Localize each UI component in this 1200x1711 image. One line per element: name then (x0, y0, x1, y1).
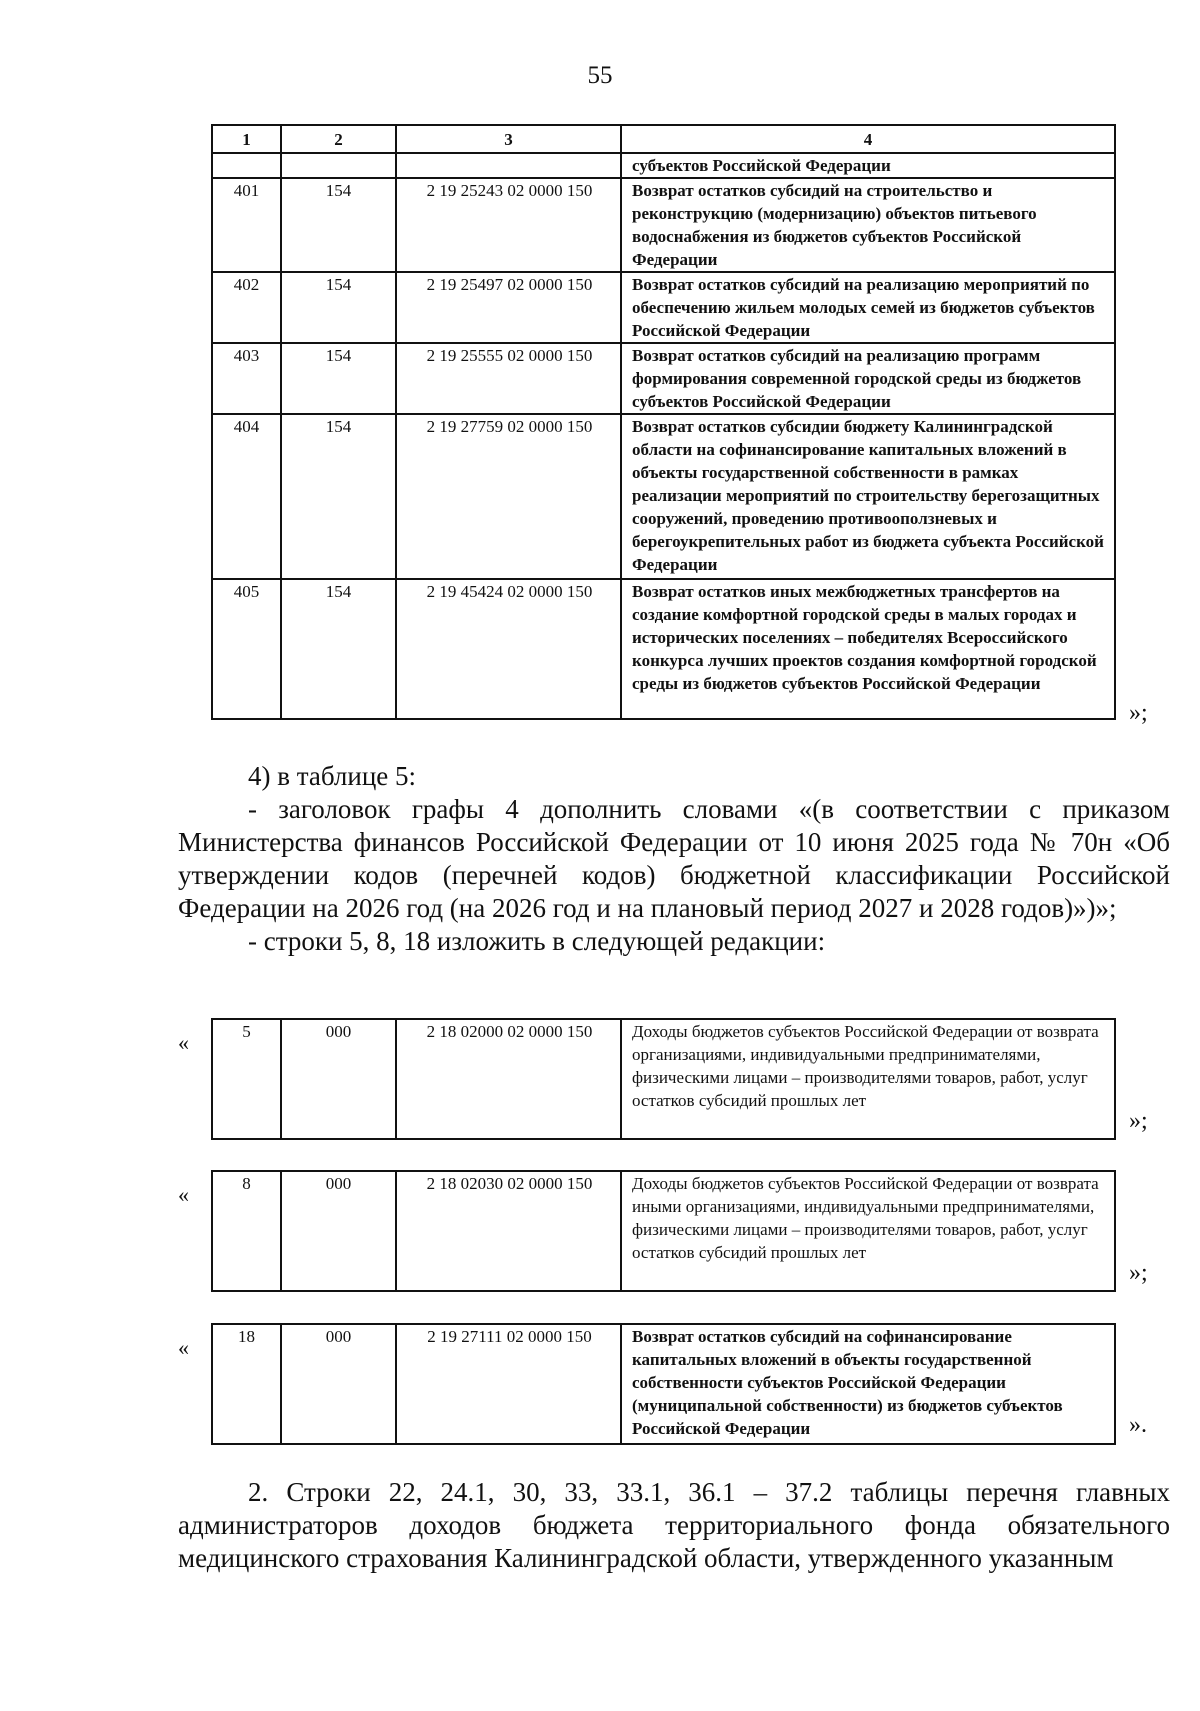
row-number: 401 (212, 178, 281, 272)
column-header: 3 (396, 125, 621, 153)
item4-bullet-1: - заголовок графы 4 дополнить словами «(в соответствии с приказом Министерства финансов Российской Федерации от 10 июня 2025 года № 70н «Об утверждении кодов (перечней кодов) бюджетной классификации Российской Федерации на 2026 год (на 2026 год и на плановый период 2027 и 2028 годов)»)»; (178, 794, 1170, 923)
opening-quote: « (178, 1335, 189, 1360)
row-number: 5 (212, 1019, 281, 1139)
opening-quote: « (178, 1182, 189, 1207)
table-row (212, 153, 1115, 178)
table-row (212, 414, 1115, 579)
admin-code: 154 (281, 414, 396, 579)
closing-quote: »; (1129, 700, 1148, 726)
admin-code: 154 (281, 178, 396, 272)
revenue-description: Возврат остатков субсидии бюджету Калининградской области на софинансирование капитальных вложений в объекты государственной собственности в рамках реализации мероприятий по строительству берегозащитных сооружений, проведению противооползневых и берегоукрепительных работ из бюджета субъекта Российской Федерации (621, 414, 1115, 579)
revenue-description: Возврат остатков субсидий на реализацию мероприятий по обеспечению жильем молодых семей из бюджетов субъектов Российской Федерации (621, 272, 1115, 343)
codes-table (211, 124, 1116, 720)
revenue-code: 2 19 27759 02 0000 150 (396, 414, 621, 579)
revenue-description: Возврат остатков субсидий на софинансирование капитальных вложений в объекты государственной собственности субъектов Российской Федерации (муниципальной собственности) из бюджетов субъектов Российской Федерации (621, 1324, 1115, 1444)
admin-code: 154 (281, 579, 396, 719)
point2-section (178, 1476, 1170, 1575)
page-number: 55 (587, 62, 613, 89)
continuation-cell: субъектов Российской Федерации (621, 153, 1115, 178)
revenue-code: 2 19 25555 02 0000 150 (396, 343, 621, 414)
revenue-code: 2 19 45424 02 0000 150 (396, 579, 621, 719)
closing-quote: ». (1129, 1412, 1147, 1438)
item4-heading: 4) в таблице 5: (248, 761, 417, 791)
column-header: 2 (281, 125, 396, 153)
table-header-row (212, 125, 1115, 153)
opening-quote: « (178, 1030, 189, 1055)
admin-code: 154 (281, 343, 396, 414)
admin-code: 154 (281, 272, 396, 343)
table-row (212, 579, 1115, 719)
row-number: 404 (212, 414, 281, 579)
admin-code: 000 (281, 1324, 396, 1444)
table-row (212, 1019, 1115, 1139)
revenue-code: 2 19 25497 02 0000 150 (396, 272, 621, 343)
row-table-8 (211, 1170, 1116, 1292)
closing-quote: »; (1129, 1108, 1148, 1134)
revenue-description: Доходы бюджетов субъектов Российской Федерации от возврата иными организациями, индивидуальными предпринимателями, физическими лицами – производителями товаров, работ, услуг остатков субсидий прошлых лет (621, 1171, 1115, 1291)
row-table-5 (211, 1018, 1116, 1140)
row-number: 8 (212, 1171, 281, 1291)
row-number: 18 (212, 1324, 281, 1444)
revenue-description: Возврат остатков субсидий на строительство и реконструкцию (модернизацию) объектов питьевого водоснабжения из бюджетов субъектов Российской Федерации (621, 178, 1115, 272)
table-row (212, 178, 1115, 272)
row-number: 405 (212, 579, 281, 719)
revenue-code: 2 18 02030 02 0000 150 (396, 1171, 621, 1291)
revenue-code: 2 18 02000 02 0000 150 (396, 1019, 621, 1139)
row-number: 403 (212, 343, 281, 414)
revenue-description: Возврат остатков субсидий на реализацию программ формирования современной городской среды из бюджетов субъектов Российской Федерации (621, 343, 1115, 414)
row-number: 402 (212, 272, 281, 343)
revenue-code: 2 19 25243 02 0000 150 (396, 178, 621, 272)
item4-bullet-2: - строки 5, 8, 18 изложить в следующей редакции: (248, 926, 826, 956)
item4-section (178, 760, 1170, 958)
revenue-description: Доходы бюджетов субъектов Российской Федерации от возврата организациями, индивидуальными предпринимателями, физическими лицами – производителями товаров, работ, услуг остатков субсидий прошлых лет (621, 1019, 1115, 1139)
table-row (212, 272, 1115, 343)
table-row (212, 1324, 1115, 1444)
table-row (212, 1171, 1115, 1291)
admin-code: 000 (281, 1019, 396, 1139)
revenue-code: 2 19 27111 02 0000 150 (396, 1324, 621, 1444)
admin-code: 000 (281, 1171, 396, 1291)
column-header: 4 (621, 125, 1115, 153)
closing-quote: »; (1129, 1260, 1148, 1286)
row-table-18 (211, 1323, 1116, 1445)
point2-text: 2. Строки 22, 24.1, 30, 33, 33.1, 36.1 – 37.2 таблицы перечня главных администраторов доходов бюджета территориального фонда обязательного медицинского страхования Калининградской области, утвержденного указанным (178, 1477, 1170, 1573)
revenue-description: Возврат остатков иных межбюджетных трансфертов на создание комфортной городской среды в малых городах и исторических поселениях – победителях Всероссийского конкурса лучших проектов создания комфортной городской среды из бюджетов субъектов Российской Федерации (621, 579, 1115, 719)
table-row (212, 343, 1115, 414)
column-header: 1 (212, 125, 281, 153)
